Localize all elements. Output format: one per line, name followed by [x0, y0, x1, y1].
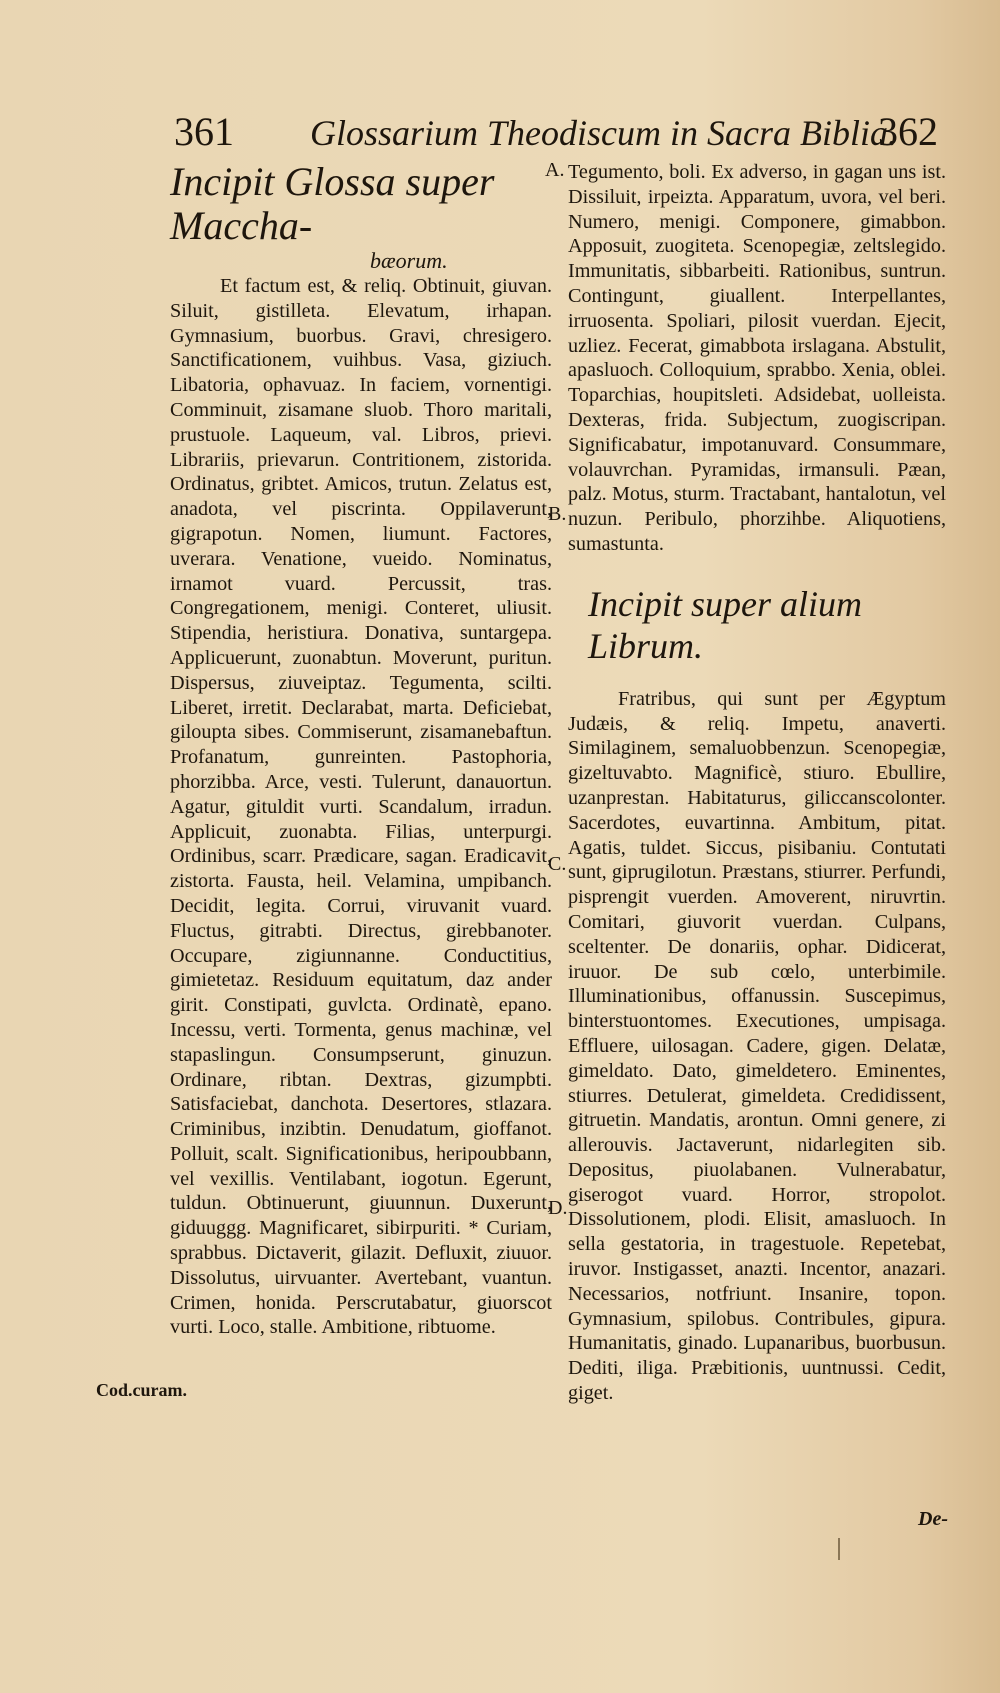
page-number-right: 362	[878, 109, 938, 154]
margin-letter-c: C.	[548, 853, 567, 875]
section-heading-maccabees	[170, 160, 552, 274]
left-column	[170, 160, 552, 1340]
right-column	[568, 160, 946, 1406]
glossary-text-right-1: Tegumento, boli. Ex adverso, in gagan uns ist. Dissiluit, irpeizta. Apparatum, uvora, vel beri. Numero, menigi. Componere, gimabbon. Apposuit, zuogiteta. Scenopegiæ, zeltslegido. Immunitatis, sibbarbeiti. Rationibus, suntrun. Contingunt, giuallent. Interpellantes, irruosenta. Spoliari, pilosit vuerdan. Ejecit, uzliez. Fecerat, gimabbota irslagana. Abstulit, apasluoch. Colloquium, sprabbo. Xenia, oblei. Toparchias, houpitsleti. Adsidebat, uolleista. Dexteras, frida. Subjectum, zuogiscripan. Significabatur, impotanuvard. Consummare, volauvrchan. Pyramidas, irmansuli. Pæan, palz. Motus, sturm. Tractabant, hantalotun, vel nuzun. Peribulo, phorzihbe. Aliquotiens, sumastunta.	[568, 161, 946, 555]
margin-note-cod-curam: Cod.curam.	[96, 1380, 187, 1400]
running-title: Glossarium Theodiscum in Sacra Biblia.	[310, 113, 898, 153]
glossary-text-left: Et factum est, & reliq. Obtinuit, giuvan. Siluit, gistilleta. Elevatum, irhapan. Gymnasium, buorbus. Gravi, chresigero. Sanctificationem, vuihbus. Vasa, giziuch. Libatoria, ophavuaz. In faciem, vornentigi. Comminuit, zisamane sluob. Thoro maritali, prustuole. Laqueum, val. Libros, prievi. Librariis, prievarun. Contritionem, zistorida. Ordinatus, gribtet. Amicos, trutun. Zelatus est, anadota, vel piscrinta. Oppilaverunt, gigrapotun. Nomen, liumunt. Factores, uverara. Venatione, vueido. Nominatus, irnamot vuard. Percussit, tras. Congregationem, menigi. Conteret, uliusit. Stipendia, heristiura. Donativa, suntargepa. Applicuerunt, zuonabtun. Moverunt, puritun. Dispersus, ziuveiptaz. Tegumenta, scilti. Liberet, irretit. Declarabat, marta. Deficiebat, giloupta sibes. Commiserunt, zisamanebaftun. Profanatum, gunreinten. Pastophoria, phorzibba. Arce, vesti. Tulerunt, danauortun. Agatur, gituldit vurti. Scandalum, irradun. Applicuit, zuonabta. Filias, unterpurgi. Ordinibus, scarr. Prædicare, sagan. Eradicavit, zistorta. Fausta, heil. Velamina, umpibanch. Decidit, legita. Corrui, viruvanit vuard. Fluctus, gitrabti. Directus, girebbanoter. Occupare, zigiunnanne. Conductitius, gimietetaz. Residuum equitatum, daz ander girit. Constipati, guvlcta. Ordinatè, epano. Incessu, verti. Tormenta, genus machinæ, vel stapaslingun. Consumpserunt, ginuzun. Ordinare, ribtan. Dextras, gizumpbti. Satisfaciebat, danchota. Desertores, stlazara. Criminibus, inzibtin. Denudatum, gioffanot. Polluit, scalt. Significationibus, heripoubbann, vel vexillis. Ventilabant, iogotun. Egerunt, tuldun. Obtinuerunt, giuunnun. Duxerunt, giduuggg. Magnificaret, sibirpuriti. * Curiam, sprabbus. Dictaverit, gilazit. Defluxit, ziuuor. Dissolutus, uirvuanter. Avertebant, vuantun. Crimen, honida. Perscrutabatur, giuorscot vurti. Loco, stalle. Ambitione, ribtuome.	[170, 275, 552, 1339]
catchword: De-	[918, 1508, 948, 1530]
heading-continuation: bæorum.	[370, 248, 448, 273]
page-number-left: 361	[174, 109, 234, 154]
margin-letter-d: D.	[548, 1197, 568, 1219]
heading-text: Incipit Glossa super Maccha-	[170, 159, 495, 248]
running-header	[170, 108, 938, 158]
glossary-text-right-2: Fratribus, qui sunt per Ægyptum Judæis, & reliq. Impetu, anaverti. Similaginem, semaluobbenzun. Scenopegiæ, gizeltuvabto. Magnificè, stiuro. Ebullire, uzanprestan. Habitaturus, giliccanscolonter. Sacerdotes, euvartinna. Ambitum, pitat. Agatis, tuldet. Siccus, pisibaniu. Contutati sunt, giprugilotun. Præstans, stiurrer. Perfundi, pisprengit vuerden. Amoverent, niruvrtin. Comitari, giuvorit vuerdan. Culpans, sceltenter. De donariis, ophar. Didicerat, iruuor. De sub cœlo, unterbimile. Illuminationibus, offanussin. Suscepimus, binterstuontomes. Executiones, umpisaga. Effluere, uilosagan. Cadere, gigen. Delatæ, gimeldato. Dato, gimeldetero. Eminentes, stiurres. Detulerat, gimeldeta. Credidissent, gitruetin. Mandatis, arontun. Omni genere, zi allerouvis. Jactaverunt, nidarlegiten sib. Depositus, piuolabanen. Vulnerabatur, giserogot vuard. Horror, stropolot. Dissolutionem, plodi. Elisit, amasluoch. In sella gestatoria, in tragestuole. Repetebat, iruvor. Instigasset, anazti. Incentor, anazari. Necessarios, notfriunt. Insanire, topon. Gymnasium, spilobus. Contribules, gipura. Humanitatis, ginado. Lupanaribus, buorbusun. Dediti, iliga. Præbitionis, uuntnussi. Cedit, giget.	[568, 687, 946, 1405]
margin-letter-a: A.	[545, 159, 565, 181]
margin-letter-b: B.	[548, 503, 567, 525]
page-mark	[838, 1538, 840, 1560]
section-heading-alium-librum: Incipit super alium Librum.	[588, 583, 862, 666]
